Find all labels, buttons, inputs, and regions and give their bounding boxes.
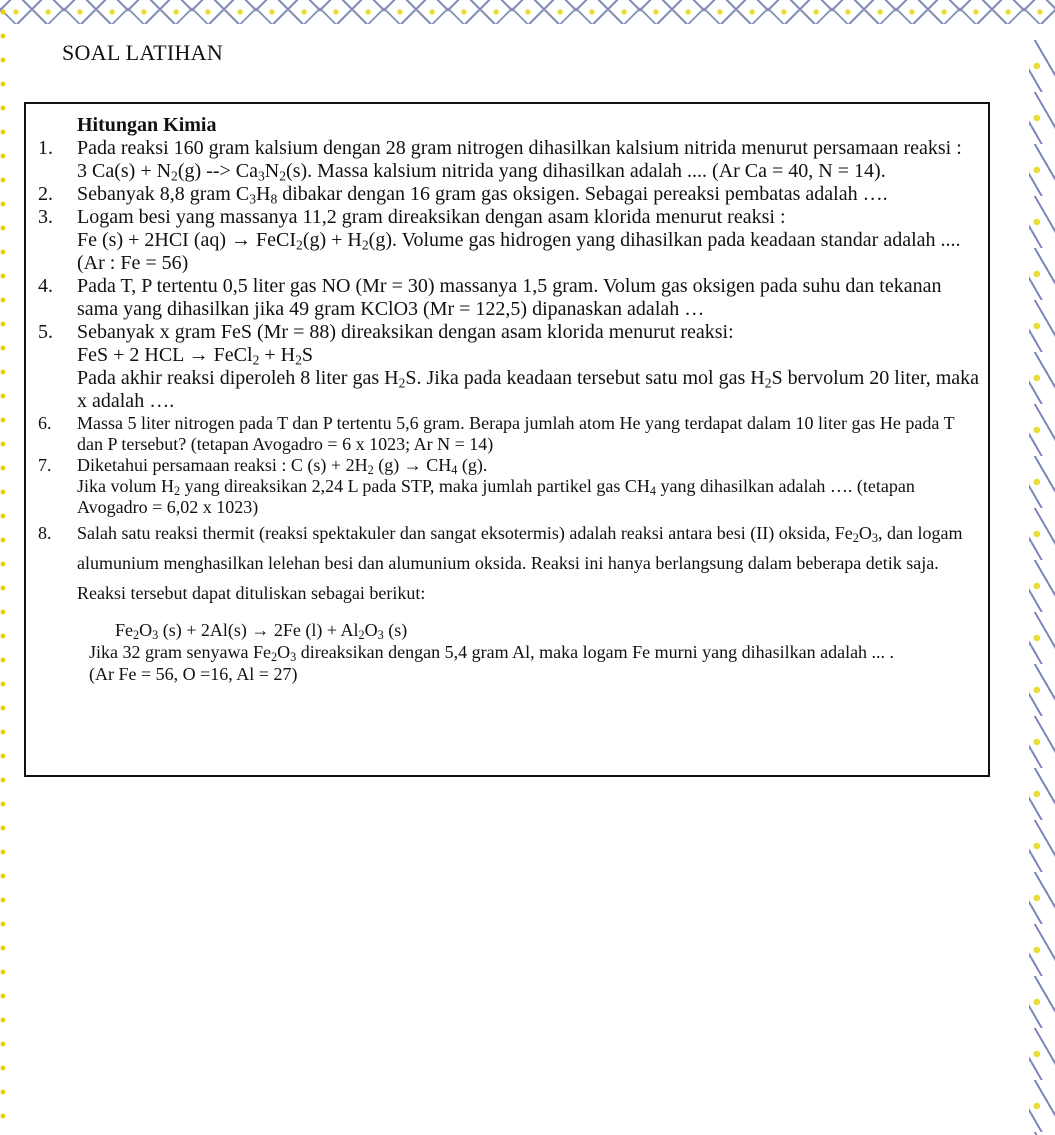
arrow-icon: →: [251, 620, 270, 640]
question-number: 4.: [38, 275, 53, 297]
question-number: 6.: [38, 413, 52, 433]
question-text: Salah satu reaksi thermit (reaksi spektakuler dan sangat eksotermis) adalah reaksi antara besi (II) oksida, $Fe_2O_3$, dan logam alumunium menghasilkan lelehan besi dan alumunium oksida. Reaksi ini hanya berlangsung dalam beberapa detik saja. Reaksi tersebut dapat dituliskan sebagai berikut:: [77, 523, 963, 603]
question-text: Jika 32 gram senyawa $Fe_2O_3$ direaksikan dengan 5,4 gram Al, maka logam Fe murni yang dihasilkan adalah ... .: [89, 642, 895, 665]
question-text: Massa 5 liter nitrogen pada T dan P tertentu 5,6 gram. Berapa jumlah atom He yang terdapat dalam 10 liter gas He pada T dan P tersebut? (tetapan Avogadro = 6 x 1023; Ar N = 14): [77, 413, 955, 454]
reaction-equation: Fe (s) + 2HCI (aq) → FeCI$_2$(g) + $H_2(g)$. Volume gas hidrogen yang dihasilkan pada keadaan standar adalah .... (Ar : Fe = 56): [77, 229, 961, 274]
exercise-box: [24, 102, 990, 777]
question-text: Logam besi yang massanya 11,2 gram direaksikan dengan asam klorida menurut reaksi :: [77, 206, 786, 228]
question-number: 3.: [38, 206, 53, 228]
question-8: [26, 518, 988, 685]
question-text: Sebanyak x gram FeS (Mr = 88) direaksikan dengan asam klorida menurut reaksi:: [77, 321, 734, 343]
question-6: [26, 413, 988, 455]
reaction-equation: $Fe_2O_3$ (s) + 2Al(s) → 2Fe $(l) + Al_2O_3$ (s): [115, 620, 408, 643]
section-heading: Hitungan Kimia: [77, 114, 217, 136]
question-number: 2.: [38, 183, 53, 205]
decorative-top-border: [0, 0, 1055, 24]
question-1: [26, 137, 988, 183]
question-text: Pada T, P tertentu 0,5 liter gas NO (Mr = 30) massanya 1,5 gram. Volum gas oksigen pada suhu dan tekanan sama yang dihasilkan jika 49 gram KClO3 (Mr = 122,5) dipanaskan adalah …: [77, 275, 942, 320]
atomic-mass-note: (Ar Fe = 56, O =16, Al = 27): [89, 664, 298, 684]
question-4: [26, 275, 988, 321]
page-title: SOAL LATIHAN: [62, 40, 224, 65]
reaction-equation: Diketahui persamaan reaksi : C $(s) + 2H_2$ $(g) \to CH_4$ (g).: [77, 455, 488, 478]
question-text: Pada akhir reaksi diperoleh 8 liter gas $H_2S$. Jika pada keadaan tersebut satu mol gas $H_2S$ bervolum 20 liter, maka x adalah ….: [77, 367, 980, 412]
question-7: [26, 455, 988, 518]
question-5: [26, 321, 988, 413]
question-number: 1.: [38, 137, 53, 159]
question-number: 8.: [38, 523, 52, 543]
question-number: 7.: [38, 455, 52, 475]
decorative-left-border: [0, 0, 6, 1135]
question-text: Pada reaksi 160 gram kalsium dengan 28 gram nitrogen dihasilkan kalsium nitrida menurut persamaan reaksi :: [77, 137, 962, 159]
question-2: [26, 183, 988, 206]
decorative-right-border: [1029, 40, 1055, 1135]
question-number: 5.: [38, 321, 53, 343]
reaction-equation: 3 $Ca(s) + N_2(g)$ --> $Ca_3N_2(s)$. Massa kalsium nitrida yang dihasilkan adalah .... (Ar Ca = 40, N = 14).: [77, 160, 886, 184]
question-text: Sebanyak 8,8 gram $C_3H_8$ dibakar dengan 16 gram gas oksigen. Sebagai pereaksi pembatas adalah ….: [77, 183, 888, 207]
reaction-equation: FeS + 2 HCL → FeCl$_2$ + $H_2S$: [77, 344, 314, 368]
question-text: Jika volum $H_2$ yang direaksikan 2,24 L pada STP, maka jumlah partikel gas $CH_4$ yang dihasilkan adalah …. (tetapan Avogadro = 6,02 x 1023): [77, 476, 915, 517]
question-3: [26, 206, 988, 275]
question-list: [26, 137, 988, 685]
